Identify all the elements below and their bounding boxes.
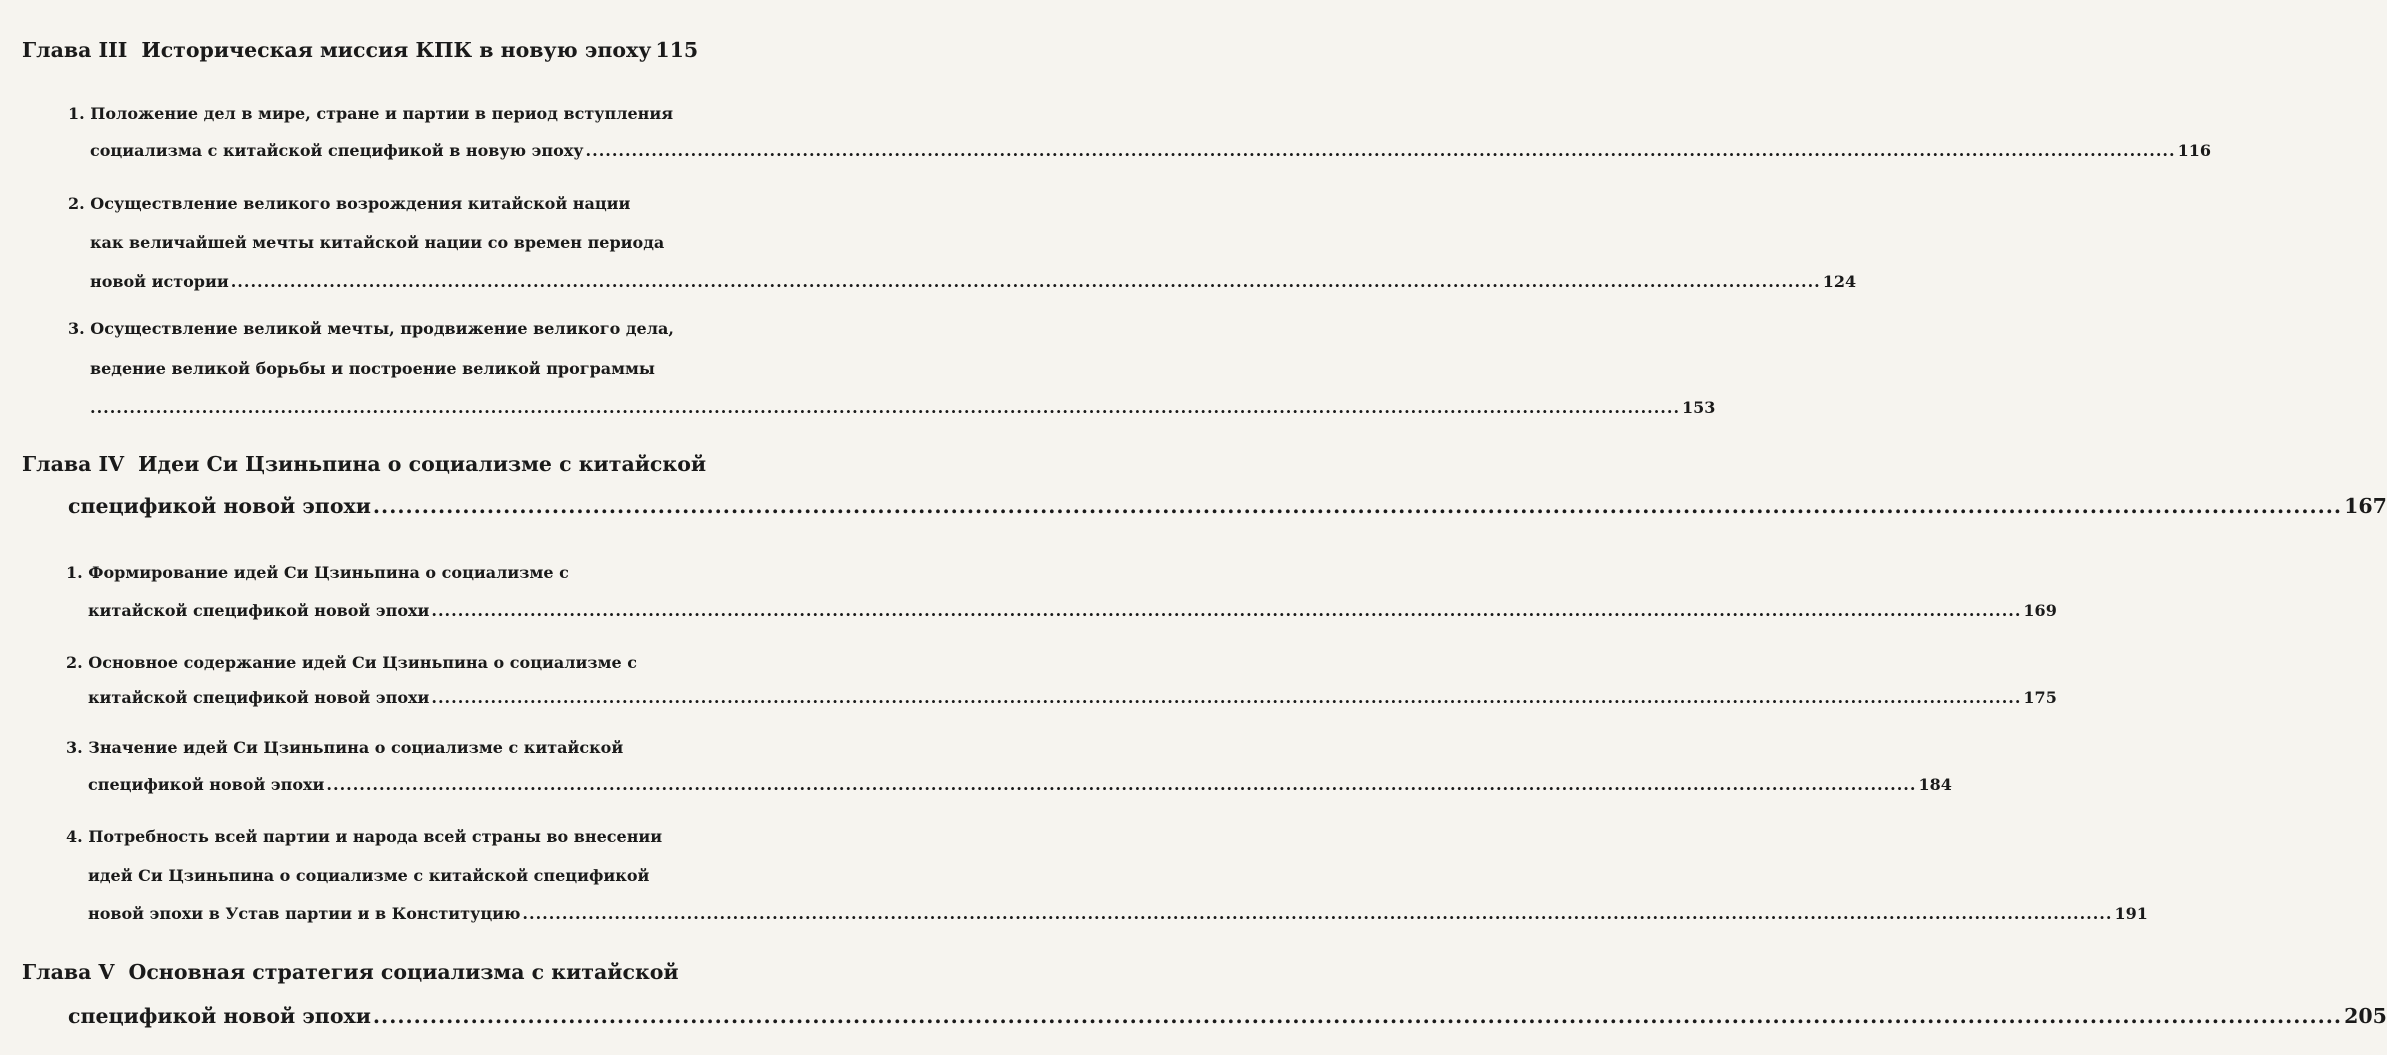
chapter-4-label: Глава IV [22, 452, 125, 476]
chapter-5-page: 205 [2344, 1004, 2387, 1028]
ch4-section-4-line-1[interactable]: 4. Потребность всей партии и народа всей страны во внесении [66, 827, 663, 846]
ch4-section-4-page: 191 [2114, 904, 2148, 923]
ch3-section-1-line-1[interactable]: 1. Положение дел в мире, стране и партии в период вступления [68, 104, 674, 123]
chapter-3-page: 115 [655, 38, 699, 62]
ch3-section-3-line-3[interactable] [90, 398, 1716, 417]
ch3-section-2-leader-dots [231, 272, 1821, 291]
ch4-section-3-line-2[interactable]: спецификой новой эпохи ..... 184 [88, 775, 672, 794]
chapter-3-label: Глава III [22, 38, 128, 62]
ch4-section-4-line-2[interactable]: идей Си Цзиньпина о социализме с китайской спецификой [88, 866, 650, 885]
ch4-section-1-leader-dots [431, 601, 2021, 620]
chapter-4-page: 167 [2344, 494, 2387, 518]
ch3-section-1-line-2[interactable]: социализма с китайской спецификой в новую эпоху ..... 116 [90, 141, 676, 160]
ch4-section-3-page: 184 [1918, 775, 1952, 794]
chapter-4-line-2[interactable]: спецификой новой эпохи ..... 167 [68, 494, 670, 518]
ch4-section-3-line-1[interactable]: 3. Значение идей Си Цзиньпина о социализме с китайской [66, 738, 624, 757]
ch4-section-2-page: 175 [2023, 688, 2057, 707]
ch3-section-2-page: 124 [1822, 272, 1857, 291]
ch3-section-1-page: 116 [2177, 141, 2211, 160]
ch3-section-3-line-2[interactable]: ведение великой борьбы и построение великой программы [90, 359, 655, 378]
chapter-5-leader-dots [373, 1004, 2342, 1028]
ch4-section-2-leader-dots [431, 688, 2021, 707]
chapter-4-title: Идеи Си Цзиньпина о социализме с китайской [138, 452, 707, 476]
chapter-5-label: Глава V [22, 960, 115, 984]
ch3-section-2-line-1[interactable]: 2. Осуществление великого возрождения китайской нации [68, 194, 631, 213]
ch3-section-3-line-1[interactable]: 3. Осуществление великой мечты, продвижение великого дела, [68, 319, 674, 338]
ch3-section-2-line-2[interactable]: как величайшей мечты китайской нации со времен периода [90, 233, 665, 252]
ch3-section-3-leader-dots [90, 398, 1680, 417]
chapter-3-title: Историческая миссия КПК в новую эпоху [141, 38, 652, 62]
chapter-4-entry[interactable] [22, 452, 707, 476]
ch4-section-2-line-2[interactable]: китайской спецификой новой эпохи ..... 175 [88, 688, 672, 707]
ch3-section-3-page: 153 [1682, 398, 1716, 417]
ch4-section-1-page: 169 [2023, 601, 2057, 620]
chapter-4-leader-dots [373, 494, 2342, 518]
ch4-section-1-line-1[interactable]: 1. Формирование идей Си Цзиньпина о социализме с [66, 563, 569, 582]
ch4-section-4-leader-dots [522, 904, 2112, 923]
ch4-section-1-line-2[interactable]: китайской спецификой новой эпохи ..... 169 [88, 601, 668, 620]
chapter-5-title: Основная стратегия социализма с китайской [128, 960, 679, 984]
ch4-section-2-line-1[interactable]: 2. Основное содержание идей Си Цзиньпина о социализме с [66, 653, 637, 672]
ch4-section-4-line-3[interactable]: новой эпохи в Устав партии и в Конституцию ..... 191 [88, 904, 672, 923]
chapter-5-entry[interactable] [22, 960, 679, 984]
ch4-section-3-leader-dots [326, 775, 1916, 794]
ch3-section-2-line-3[interactable]: новой истории ..... 124 [90, 272, 676, 291]
chapter-3-entry[interactable] [22, 38, 699, 62]
chapter-5-line-2[interactable]: спецификой новой эпохи ..... 205 [68, 1004, 670, 1028]
ch3-section-1-leader-dots [586, 141, 2176, 160]
